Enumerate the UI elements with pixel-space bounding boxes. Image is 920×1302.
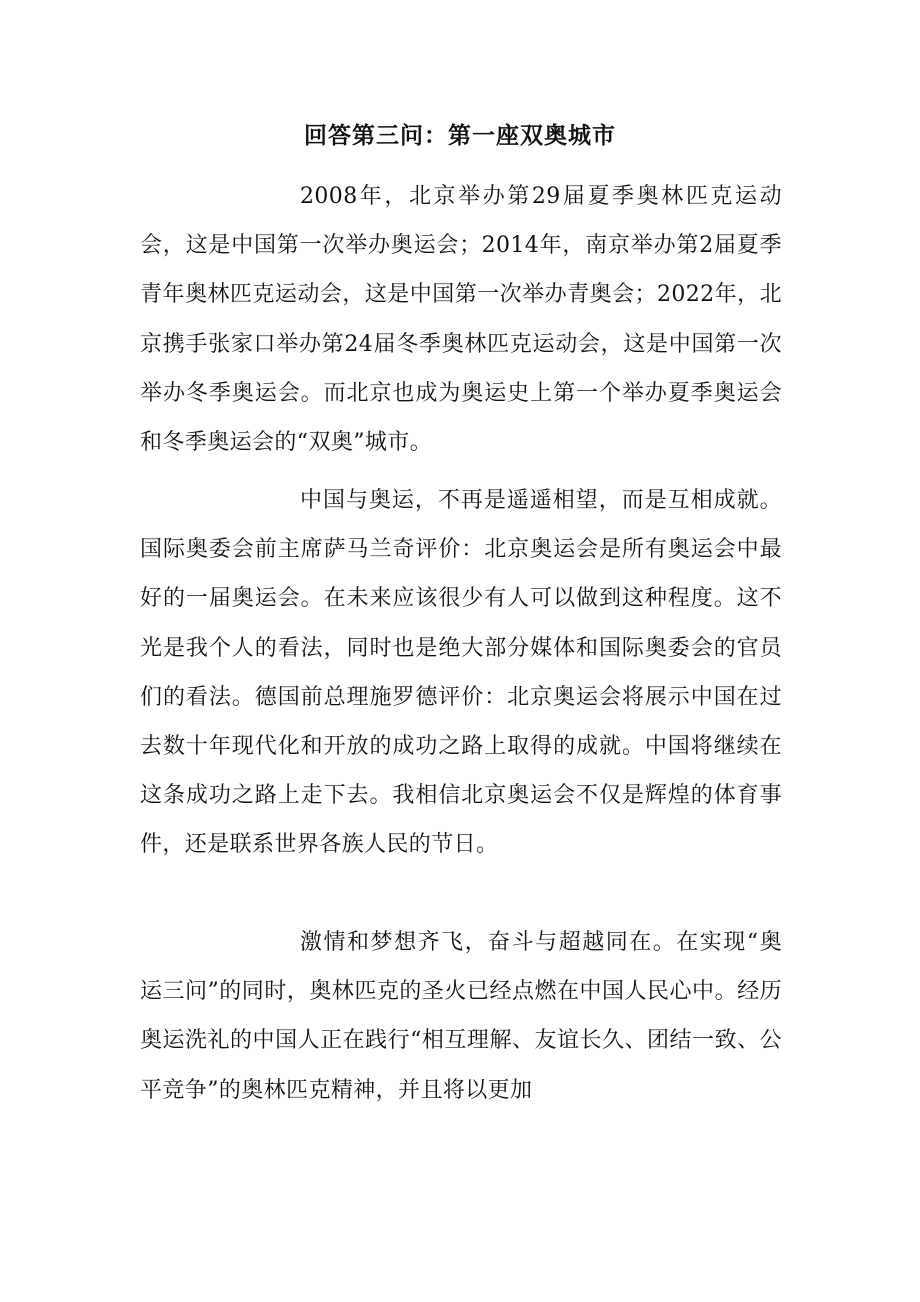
paragraph-3: 激情和梦想齐飞，奋斗与超越同在。在实现“奥运三问”的同时，奥林匹克的圣火已经点燃在中国人民心中。经历奥运洗礼的中国人正在践行“相互理解、友谊长久、团结一致、公平竞争”的奥林匹克精神，并且将以更加 <box>140 930 782 1103</box>
paragraph-1: 2008年，北京举办第29届夏季奥林匹克运动会，这是中国第一次举办奥运会；2014年，南京举办第2届夏季青年奥林匹克运动会，这是中国第一次举办青奥会；2022年，北京携手张家口举办第24届冬季奥林匹克运动会，这是中国第一次举办冬季奥运会。而北京也成为奥运史上第一个举办夏季奥运会和冬季奥运会的“双奥”城市。 <box>140 184 782 456</box>
paragraph-block <box>140 172 782 467</box>
paragraph-block <box>140 476 782 870</box>
document-title: 回答第三问：第一座双奥城市 <box>304 122 616 149</box>
paragraph-block <box>140 918 782 1115</box>
paragraph-2: 中国与奥运，不再是遥遥相望，而是互相成就。国际奥委会前主席萨马兰奇评价：北京奥运会是所有奥运会中最好的一届奥运会。在未来应该很少有人可以做到这种程度。这不光是我个人的看法，同时也是绝大部分媒体和国际奥委会的官员们的看法。德国前总理施罗德评价：北京奥运会将展示中国在过去数十年现代化和开放的成功之路上取得的成就。中国将继续在这条成功之路上走下去。我相信北京奥运会不仅是辉煌的体育事件，还是联系世界各族人民的节日。 <box>140 488 782 858</box>
